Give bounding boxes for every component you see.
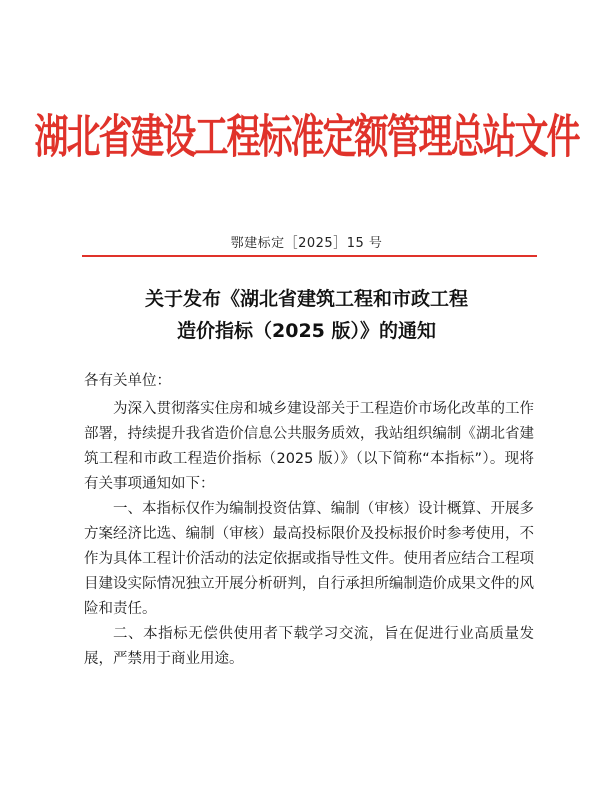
notice-title: [0, 283, 613, 347]
notice-body: [84, 369, 534, 672]
body-paragraph-intro: 为深入贯彻落实住房和城乡建设部关于工程造价市场化改革的工作部署，持续提升我省造价信息公共服务质效，我站组织编制《湖北省建筑工程和市政工程造价指标（2025 版）》（以下简称“本指标”）。现将有关事项通知如下：: [84, 401, 534, 492]
body-paragraph-item-2: 二、本指标无偿供使用者下载学习交流，旨在促进行业高质量发展，严禁用于商业用途。: [84, 626, 534, 667]
document-number: 鄂建标定［2025］15 号: [230, 236, 383, 251]
body-paragraph-item-1: 一、本指标仅作为编制投资估算、编制（审核）设计概算、开展多方案经济比选、编制（审核）最高投标限价及投标报价时参考使用，不作为具体工程计价活动的法定依据或指导性文件。使用者应结合工程项目建设实际情况独立开展分析研判，自行承担所编制造价成果文件的风险和责任。: [84, 501, 534, 617]
red-divider: [82, 255, 537, 257]
notice-title-line-1: 关于发布《湖北省建筑工程和市政工程: [144, 288, 468, 310]
salutation: 各有关单位：: [84, 373, 171, 389]
notice-title-line-2: 造价指标（2025 版）》的通知: [177, 320, 436, 342]
issuer-header: 湖北省建设工程标准定额管理总站文件: [34, 110, 579, 165]
